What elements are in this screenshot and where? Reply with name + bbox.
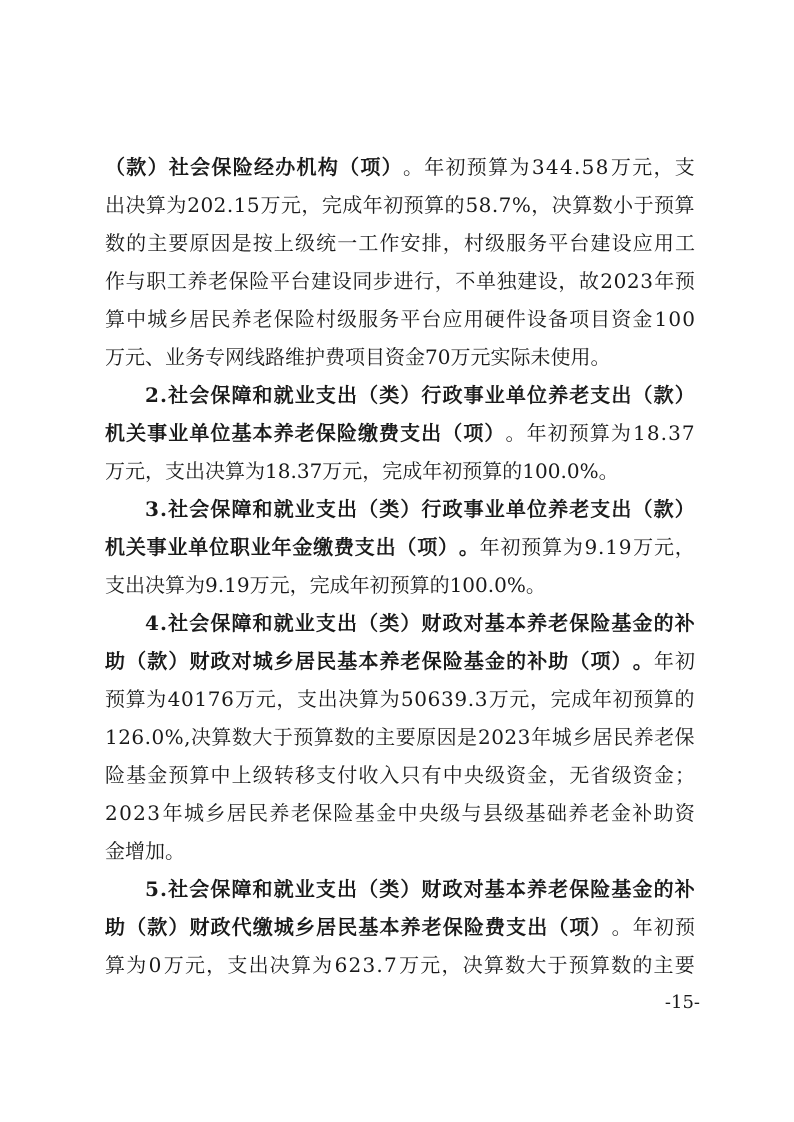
paragraph <box>105 870 695 984</box>
text-line: 1 2 6 . 0 % , 决 算 数 大 于 预 算 数 的 主 要 原 因 是 2 0 2 3 年 城 乡 居 民 养 老 保 <box>105 725 695 749</box>
text-line: 万 元 、 业 务 专 网 线 路 维 护 费 项 目 资 金 7 0 万 元 实 际 未 使 用 。 <box>105 345 611 369</box>
text-line: 3 . 社 会 保 障 和 就 业 支 出 （ 类 ） 行 政 事 业 单 位 养 老 支 出 （ 款 ） <box>145 497 695 521</box>
text-line: （ 款 ） 社 会 保 险 经 办 机 构 （ 项 ） 。 年 初 预 算 为 3 4 4 . 5 8 万 元 ， 支 <box>105 155 695 179</box>
text-line: 2 0 2 3 年 城 乡 居 民 养 老 保 险 基 金 中 央 级 与 县 级 基 础 养 老 金 补 助 资 <box>105 801 695 825</box>
text-line: 支 出 决 算 为 9 . 1 9 万 元 ， 完 成 年 初 预 算 的 1 0 0 . 0 % 。 <box>105 573 546 597</box>
text-line: 2 . 社 会 保 障 和 就 业 支 出 （ 类 ） 行 政 事 业 单 位 养 老 支 出 （ 款 ） <box>145 383 695 407</box>
text-line: 算 中 城 乡 居 民 养 老 保 险 村 级 服 务 平 台 应 用 硬 件 设 备 项 目 资 金 1 0 0 <box>105 307 695 331</box>
text-line: 数 的 主 要 原 因 是 按 上 级 统 一 工 作 安 排 ， 村 级 服 务 平 台 建 设 应 用 工 <box>105 231 695 255</box>
paragraph <box>105 490 695 604</box>
text-line: 出 决 算 为 2 0 2 . 1 5 万 元 ， 完 成 年 初 预 算 的 5 8 . 7 % ， 决 算 数 小 于 预 算 <box>105 193 695 217</box>
paragraph <box>105 604 695 870</box>
text-line: 机 关 事 业 单 位 职 业 年 金 缴 费 支 出 （ 项 ） 。 年 初 预 算 为 9 . 1 9 万 元 ， <box>105 535 695 559</box>
text-line: 险 基 金 预 算 中 上 级 转 移 支 付 收 入 只 有 中 央 级 资 金 ， 无 省 级 资 金 ； <box>105 763 695 787</box>
text-line: 万 元 ， 支 出 决 算 为 1 8 . 3 7 万 元 ， 完 成 年 初 预 算 的 1 0 0 . 0 % 。 <box>105 459 619 483</box>
text-line: 作 与 职 工 养 老 保 险 平 台 建 设 同 步 进 行 ， 不 单 独 建 设 ， 故 2 0 2 3 年 预 <box>105 269 695 293</box>
document-body <box>105 148 695 984</box>
text-line: 预 算 为 4 0 1 7 6 万 元 ， 支 出 决 算 为 5 0 6 3 9 . 3 万 元 ， 完 成 年 初 预 算 的 <box>105 687 695 711</box>
text-line: 助 （ 款 ） 财 政 对 城 乡 居 民 基 本 养 老 保 险 基 金 的 补 助 （ 项 ） 。 年 初 <box>105 649 695 673</box>
paragraph <box>105 148 695 376</box>
page-number: -15- <box>664 992 700 1013</box>
text-line: 助 （ 款 ） 财 政 代 缴 城 乡 居 民 基 本 养 老 保 险 费 支 出 （ 项 ） 。 年 初 预 <box>105 915 695 939</box>
text-line: 金 增 加 。 <box>105 839 185 863</box>
text-line: 5 . 社 会 保 障 和 就 业 支 出 （ 类 ） 财 政 对 基 本 养 老 保 险 基 金 的 补 <box>145 877 695 901</box>
paragraph <box>105 376 695 490</box>
text-line: 4 . 社 会 保 障 和 就 业 支 出 （ 类 ） 财 政 对 基 本 养 老 保 险 基 金 的 补 <box>145 611 695 635</box>
text-line: 算 为 0 万 元 ， 支 出 决 算 为 6 2 3 . 7 万 元 ， 决 算 数 大 于 预 算 数 的 主 要 <box>105 953 695 977</box>
text-line: 机 关 事 业 单 位 基 本 养 老 保 险 缴 费 支 出 （ 项 ） 。 年 初 预 算 为 1 8 . 3 7 <box>105 421 695 445</box>
